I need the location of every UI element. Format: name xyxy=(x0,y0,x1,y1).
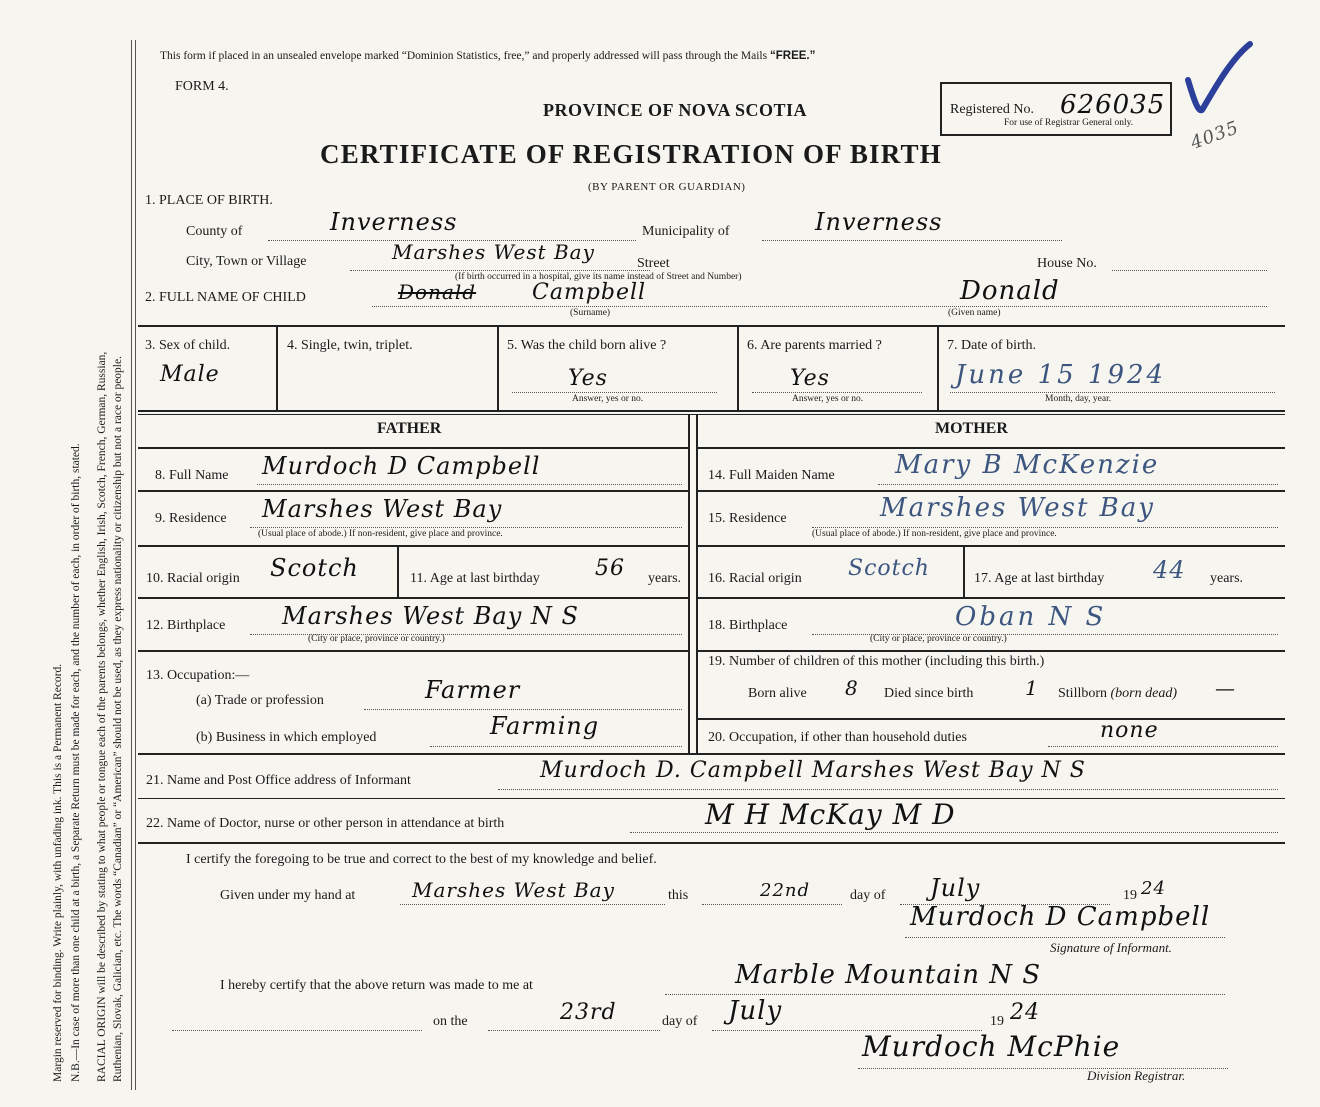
given-label: Given under my hand at xyxy=(220,888,356,903)
municipality-line xyxy=(762,240,1062,241)
father-birthplace-label: 12. Birthplace xyxy=(146,618,226,633)
birth-date-label: 7. Date of birth. xyxy=(947,338,1037,353)
father-residence-note: (Usual place of abode.) If non-resident, give place and province. xyxy=(258,529,503,539)
child-name-label: 2. FULL NAME OF CHILD xyxy=(145,290,306,305)
father-age-unit: years. xyxy=(648,571,682,586)
father-residence-label: 9. Residence xyxy=(155,511,227,526)
mail-notice-free: “FREE.” xyxy=(769,50,816,62)
died-since-label: Died since birth xyxy=(884,686,974,701)
page-title: CERTIFICATE OF REGISTRATION OF BIRTH xyxy=(320,139,942,169)
rule xyxy=(963,545,965,597)
rule xyxy=(138,597,690,599)
rule xyxy=(696,490,1285,492)
child-name-line xyxy=(372,306,1267,307)
informant-signature: Murdoch D Campbell xyxy=(910,902,1211,932)
father-residence-value: Marshes West Bay xyxy=(262,495,503,523)
married-line xyxy=(752,392,922,393)
house-label: House No. xyxy=(1037,256,1097,271)
rule xyxy=(138,325,1285,327)
alive-line xyxy=(512,392,717,393)
alive-label: 5. Was the child born alive ? xyxy=(507,338,667,353)
hospital-note: (If birth occurred in a hospital, give its name instead of Street and Number) xyxy=(455,272,742,282)
mother-birthplace-value: Oban N S xyxy=(955,602,1107,632)
registrar-statement: I hereby certify that the above return was made to me at xyxy=(220,978,533,993)
stillborn-label-text: Stillborn xyxy=(1058,686,1108,701)
reg-day-value: 23rd xyxy=(560,1000,617,1025)
check-mark-icon xyxy=(1180,40,1260,120)
rule xyxy=(138,447,690,449)
corner-stamp: 4035 xyxy=(1187,117,1242,154)
reg-day-of-label: day of xyxy=(662,1014,698,1029)
city-label: City, Town or Village xyxy=(186,254,307,269)
born-alive-value: 8 xyxy=(845,676,859,700)
rule xyxy=(688,414,690,754)
form-number: FORM 4. xyxy=(175,79,229,94)
registrar-signature-label: Division Registrar. xyxy=(1087,1068,1186,1083)
mother-heading: MOTHER xyxy=(935,420,1008,437)
rule xyxy=(696,718,1285,720)
rule xyxy=(696,597,1285,599)
reg-month-value: July xyxy=(728,996,783,1026)
registrar-place-line xyxy=(665,994,1225,995)
sex-value: Male xyxy=(160,362,220,387)
mother-name-value: Mary B McKenzie xyxy=(895,450,1160,480)
given-month-value: July xyxy=(930,874,981,902)
stillborn-value: — xyxy=(1215,676,1236,700)
mail-notice xyxy=(160,50,815,62)
informant-signature-line xyxy=(905,937,1225,938)
margin-rule-2 xyxy=(135,40,136,1090)
reg-day-line xyxy=(488,1030,660,1031)
born-alive-label: Born alive xyxy=(748,686,807,701)
given-year-value: 24 xyxy=(1141,878,1166,899)
page-subtitle: (BY PARENT OR GUARDIAN) xyxy=(588,181,746,193)
informant-line xyxy=(498,789,1278,790)
rule xyxy=(696,545,1285,547)
on-the-lead-line xyxy=(172,1030,422,1031)
given-place-line xyxy=(400,904,665,905)
father-name-value: Murdoch D Campbell xyxy=(262,452,541,480)
mother-residence-line xyxy=(812,527,1278,528)
mother-birthplace-label: 18. Birthplace xyxy=(708,618,788,633)
mother-children-label: 19. Number of children of this mother (including this birth.) xyxy=(708,654,1045,669)
doctor-value: M H McKay M D xyxy=(705,798,956,831)
alive-value: Yes xyxy=(568,366,608,391)
registration-box xyxy=(940,82,1172,136)
doctor-label: 22. Name of Doctor, nurse or other person in attendance at birth xyxy=(146,816,505,831)
rule xyxy=(138,490,690,492)
informant-signature-label: Signature of Informant. xyxy=(1050,940,1172,955)
certify-statement: I certify the foregoing to be true and correct to the best of my knowledge and belief. xyxy=(186,852,657,867)
surname-note: (Surname) xyxy=(570,308,611,318)
father-heading: FATHER xyxy=(377,420,442,437)
rule xyxy=(696,414,698,754)
stillborn-label xyxy=(1058,686,1177,702)
child-given-name: Donald xyxy=(960,276,1060,306)
alive-note: Answer, yes or no. xyxy=(572,394,644,404)
father-birthplace-value: Marshes West Bay N S xyxy=(282,602,579,630)
rule xyxy=(138,414,1285,415)
father-name-label: 8. Full Name xyxy=(155,468,229,483)
day-of-label: day of xyxy=(850,888,886,903)
mother-racial-label: 16. Racial origin xyxy=(708,571,802,586)
rule xyxy=(138,650,690,652)
married-note: Answer, yes or no. xyxy=(792,394,864,404)
municipality-label: Municipality of xyxy=(642,224,730,239)
mother-age-label: 17. Age at last birthday xyxy=(974,571,1105,586)
father-racial-label: 10. Racial origin xyxy=(146,571,240,586)
registered-number: 626035 xyxy=(1060,90,1166,120)
rule xyxy=(138,753,1285,755)
married-value: Yes xyxy=(790,366,830,391)
mother-racial-value: Scotch xyxy=(848,556,930,581)
county-label: County of xyxy=(186,224,243,239)
rule xyxy=(497,325,499,410)
given-place-value: Marshes West Bay xyxy=(412,878,615,902)
mother-birthplace-note: (City or place, province or country.) xyxy=(870,634,1007,644)
father-business-value: Farming xyxy=(490,712,600,740)
informant-label: 21. Name and Post Office address of Informant xyxy=(146,773,411,788)
father-age-label: 11. Age at last birthday xyxy=(410,571,540,586)
stillborn-note: (born dead) xyxy=(1110,686,1178,701)
mother-name-line xyxy=(878,484,1278,485)
place-heading: 1. PLACE OF BIRTH. xyxy=(145,193,273,208)
sex-label: 3. Sex of child. xyxy=(145,338,231,353)
child-surname: Campbell xyxy=(532,280,647,305)
father-business-line xyxy=(430,746,682,747)
on-the-label: on the xyxy=(433,1014,468,1029)
mother-occupation-label: 20. Occupation, if other than household duties xyxy=(708,730,967,745)
mother-age-unit: years. xyxy=(1210,571,1244,586)
mother-residence-label: 15. Residence xyxy=(708,511,787,526)
mother-residence-note: (Usual place of abode.) If non-resident, give place and province. xyxy=(812,529,1057,539)
mother-occupation-line xyxy=(1048,746,1278,747)
rule xyxy=(737,325,739,410)
father-name-line xyxy=(257,484,682,485)
street-label: Street xyxy=(637,256,670,271)
mother-occupation-value: none xyxy=(1100,718,1159,743)
registrar-signature: Murdoch McPhie xyxy=(862,1030,1121,1063)
reg-year-value: 24 xyxy=(1010,1000,1040,1025)
married-label: 6. Are parents married ? xyxy=(747,338,882,353)
doctor-line xyxy=(630,832,1278,833)
municipality-value: Inverness xyxy=(815,208,943,236)
rule xyxy=(138,842,1285,844)
birth-date-line xyxy=(950,392,1275,393)
mail-notice-text: This form if placed in an unsealed envelope marked “Dominion Statistics, free,” and properly addressed will pass through the Mails xyxy=(160,50,768,62)
informant-value: Murdoch D. Campbell Marshes West Bay N S xyxy=(540,758,1086,783)
father-residence-line xyxy=(250,527,682,528)
rule xyxy=(696,447,1285,449)
father-racial-value: Scotch xyxy=(270,554,359,582)
plurality-label: 4. Single, twin, triplet. xyxy=(287,338,413,353)
father-business-label: (b) Business in which employed xyxy=(196,730,377,745)
county-value: Inverness xyxy=(330,208,458,236)
rule xyxy=(937,325,939,410)
birth-date-value: June 15 1924 xyxy=(955,360,1167,390)
mother-name-label: 14. Full Maiden Name xyxy=(708,468,835,483)
margin-note-binding: Margin reserved for binding. Write plainly, with unfading ink. This is a Permanent Record. xyxy=(52,663,64,1082)
rule xyxy=(696,650,1285,652)
birth-date-note: Month, day, year. xyxy=(1045,394,1112,404)
mother-residence-value: Marshes West Bay xyxy=(880,493,1155,523)
city-line xyxy=(350,270,650,271)
father-trade-label: (a) Trade or profession xyxy=(196,693,324,708)
rule xyxy=(138,545,690,547)
margin-note-nb: N.B.—In case of more than one child at a birth, a Separate Return must be made for each, and the number of each, in order of birth, stated. xyxy=(70,443,82,1082)
province-heading: PROVINCE OF NOVA SCOTIA xyxy=(543,100,808,120)
given-name-note: (Given name) xyxy=(948,308,1001,318)
margin-note-racial-origin: RACIAL ORIGIN will be described by stating to what people or tongue each of the parents belongs, whether English, Irish, Scotch, French, German, Russian, xyxy=(96,351,108,1082)
rule xyxy=(397,545,399,597)
father-age-value: 56 xyxy=(595,556,625,581)
margin-rule xyxy=(131,40,132,1090)
struck-name: Donald xyxy=(398,280,477,304)
mother-age-value: 44 xyxy=(1153,556,1186,584)
given-day-value: 22nd xyxy=(760,880,811,901)
registrar-place-value: Marble Mountain N S xyxy=(735,960,1042,990)
rule xyxy=(276,325,278,410)
this-label: this xyxy=(668,888,689,903)
father-occupation-label: 13. Occupation:— xyxy=(146,668,250,683)
father-trade-value: Farmer xyxy=(425,676,521,704)
died-since-value: 1 xyxy=(1025,676,1039,700)
registered-label: Registered No. xyxy=(950,102,1034,117)
reg-year-prefix: 19 xyxy=(990,1014,1004,1029)
given-day-line xyxy=(702,904,842,905)
margin-note-racial-origin-cont: Ruthenian, Slovak, Galician, etc. The words “Canadian” or “American” should not be used, as they express nationality or citizenship but not a race or people. xyxy=(112,356,124,1082)
father-trade-line xyxy=(364,709,682,710)
city-value: Marshes West Bay xyxy=(392,240,595,264)
rule xyxy=(138,410,1285,412)
father-birthplace-note: (City or place, province or country.) xyxy=(308,634,445,644)
given-year-prefix: 19 xyxy=(1123,888,1137,903)
house-line xyxy=(1112,270,1267,271)
registrar-note: For use of Registrar General only. xyxy=(1004,118,1134,128)
